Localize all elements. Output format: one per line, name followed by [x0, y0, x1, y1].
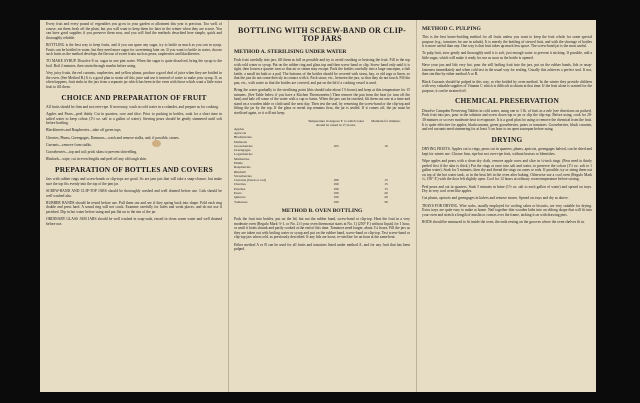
table-cell-temperature: 190 — [333, 199, 339, 204]
drying-paragraph: Peel pears and cut in quarters. Soak 5 minutes in brine (1½ oz. salt to each gallon of water) and spread on trays. Dry in very cool oven like apples. — [422, 184, 592, 194]
drying-paragraph: DRYING FRUITS. Apples cut to rings, pears cut in quarters, plums, apricots, greengages halved, can be dried and kept for winter use. Choose firm, ripe but not over-ripe fruit, without bruises or blemishes. — [422, 147, 592, 156]
leaflet-page — [40, 20, 596, 392]
table-cell-fruit: Currants (black or red) — [234, 178, 266, 183]
method-c-paragraph: To pulp fruit, stew gently and thoroughly until it is soft, just enough water to prevent it sticking. If possible, add a little sugar, which will make it ready for use as soon as the bottle is opened. — [422, 51, 592, 61]
table-cell-minutes: 15 — [384, 182, 388, 187]
fold-line — [228, 20, 229, 392]
column-left — [46, 22, 222, 390]
syrup-paragraph: TO MAKE SYRUP. Dissolve 8 oz. sugar in one pint water. When the sugar is quite dissolved, bring the syrup to the boil. Boil 2 minutes, then strain through muslin before using. — [46, 59, 222, 68]
glass-jars-paragraph: ORDINARY GLASS JAM JARS should be well washed in soap-suds, rinsed in clean warm water and well drained before use. — [46, 217, 222, 226]
table-cell-fruit: Gooseberries — [234, 143, 253, 148]
currants-paragraph: Currants—remove from stalks. — [46, 142, 92, 147]
blackberries-paragraph: Blackberries and Raspberries—take off green tops. — [46, 128, 122, 133]
table-cell-fruit: Blackberries — [234, 135, 252, 140]
rhubarb-paragraph: Rhubarb—wipe, cut in even lengths and peel off any old tough skin. — [46, 157, 147, 162]
table-cell-minutes: 20 — [384, 195, 388, 200]
table-body — [234, 127, 410, 204]
method-b-heading: METHOD B. OVEN BOTTLING — [281, 207, 363, 214]
method-a-heading: METHOD A. STERILISING UNDER WATER — [234, 48, 347, 55]
apples-paragraph: Apples and Pears—peel thinly. Cut in quarters, core and slice. Prior to packing in bottles, soak for a short time in salted water to keep colour (1½ oz. salt to a gallon of water). Stewing pears should be gently simmered until soft before bottling. — [46, 112, 222, 126]
method-c-paragraph: Black Currants should be pulped in this way, or else bottled by oven method. In the winter they provide children with very valuable supplies of Vitamin C which is difficult to obtain at that time. If the fruit alone is wanted for the purpose, it can be strained off. — [422, 79, 592, 93]
table-cell-temperature: 190 — [333, 191, 339, 196]
temperature-table — [234, 119, 410, 204]
table-cell-fruit: Cherries — [234, 182, 246, 187]
method-c-paragraph: Have your jars and lids very hot, pour the still boiling fruit into the jars, put on the rubber bands, lids or snap-fasteners immediately and when cold test in the usual way for sealing. Usually this achieves a perfect seal. If not, then sterilise by either method A or B. — [422, 63, 592, 77]
method-a-paragraph: Pack fruit carefully into jars, fill them as full as possible and try to avoid crushing or bruising the fruit. Fill to the top with cold water or syrup. Put on the rubber ring and glass top and then screw band or clip. Screw band only until it is tight, then loosen a quarter turn so that air or steam may escape. Pack the bottles carefully into a large saucepan, a fish kettle, a small tin bath or a pail. The bottoms of the bottles should be covered with straw, hay, or old rags or linen, so that the jars do not come directly in contact with it. Pack straw, etc., between the jars, so that they do not touch. Fill the pan, etc., with water so that the bottles are covered, and put on the lid if a cooking vessel is used. — [234, 57, 410, 85]
method-c-heading: METHOD C. PULPING — [422, 26, 481, 32]
table-cell-fruit: Apples — [234, 126, 244, 131]
method-a-paragraph: Bring the water gradually to the sterilising point (this should take about 1½ hours) and keep at this temperature for 15 minutes. (See Table below if you have a Kitchen Thermometer.) Then remove the pan from the heat (or turn off the heat) and bale off some of the water with a cup or basin. When the jars can be reached, lift them out one at a time and stand on a wooden table or cloth until the next day. Then test the seal, by removing the screw-band or the clip-top and lifting the jar by the top. If the glass or metal top remains firm, the jar is sealed. If it comes off, the jar must be sterilised again, or it will not keep. — [234, 88, 410, 116]
table-header-minutes: Maintain for minutes. — [371, 118, 401, 123]
chemical-heading: CHEMICAL PRESERVATION — [454, 96, 560, 106]
rods-paragraph: RODS should be measured to fit inside the oven, the ends resting on the grooves where the oven shelves fit in. — [422, 219, 586, 224]
screw-band-paragraph: SCREW-BAND AND CLIP-TOP JARS should be thoroughly washed and well drained before use. Lids should be well washed also. — [46, 189, 222, 198]
drying-heading: DRYING — [491, 134, 523, 144]
drying-paragraph: Cut plums, apricots and greengages in halves and remove stones. Spread on trays and dry as above. — [422, 196, 569, 201]
gooseberries-paragraph: Gooseberries—top and tail; prick skins to prevent shrivelling. — [46, 150, 138, 155]
rubber-bands-paragraph: RUBBER BANDS should be tested before use. Pull them out and see if they spring back into shape. Fold each ring double and press hard. A sound ring will not crack. Examine carefully for holes and weak places, and do not use if perished. Dip in hot water before using and put flat on to the rim of the jar. — [46, 200, 222, 214]
table-header-fruit — [234, 119, 306, 127]
table-cell-temperature: 180 — [333, 178, 339, 183]
table-row — [234, 200, 410, 204]
table-cell-fruit: Greengages — [234, 148, 251, 153]
table-cell-fruit: Pears — [234, 191, 242, 196]
table-cell-fruit: Tomatoes — [234, 199, 248, 204]
trays-paragraph: TRAYS FOR DRYING. Wire racks, usually employed for cooling cakes or biscuits, are very suitable for drying. Extra trays are quite easy to make at home. Nail together thin wooden laths into an oblong shape that will fit into your oven and stretch a length of muslin or canvas over the frame, tacking it on with drawing pins. — [422, 203, 592, 217]
table-cell-fruit: Mulberries — [234, 156, 250, 161]
table-cell-minutes: 30 — [384, 199, 388, 204]
table-cell-fruit: Quinces — [234, 195, 246, 200]
table-cell-temperature: 165 — [333, 143, 339, 148]
preparation-heading: PREPARATION OF BOTTLES AND COVERS — [55, 164, 213, 174]
table-cell-fruit: Rhubarb — [234, 169, 247, 174]
column-right — [422, 22, 592, 390]
table-cell-fruit: Raspberries — [234, 165, 251, 170]
table-cell-minutes: 15 — [384, 186, 388, 191]
table-cell-fruit: Damsons — [234, 139, 248, 144]
method-c-paragraph: This is the best home-bottling method for all fruits unless you want to keep the fruit whole for some special purpose (e.g., tomatoes for use in salads). It is merely the bottling of stewed fruit, and with the shortage of bottles it is more useful than any. One way is that fruit takes up much less space. The screw-band jar is the most useful. — [422, 35, 592, 49]
juice-paragraph: Very juicy fruits, the red currants, raspberries, and yellow plums, produce a good deal of juice when they are bottled in the oven. (See Method B.) It is a good plan to strain off this juice and use it instead of water to make your syrup. If, as often happens, fruit sinks in the jars from a separate jar which has been in the oven with those which want a little extra fruit to fill them. — [46, 71, 222, 89]
chemical-paragraph: Dissolve Campden Preserving Tablets in cold water, using one to 1 lb. of fruit as a rule (see directions on packet). Pack fruit into jars, pour in the solution and screw down top or jar or clip the clip-top. Before using, cook for 20-30 minutes or so over moderate heat to evaporate. It is a good plan for using to remove the chemical from the fruit. It is quite effective for apples, blackcurrants, green gooseberries, pears or tomatoes. Gooseberries, black currants, and red currants need simmering for at least ½ an hour to an open saucepan before using. — [422, 108, 592, 132]
bottling-paragraph: BOTTLING is the best way to keep fruits, and if you can spare any sugar, try to bottle as much as you can in syrup. Fruits can be bottled in water, but they need more sugar for sweetening later on. If you want to bottle in water, choose such fruits as the method develops the flavour of sweet fruits such as pears, raspberries and blackberries. — [46, 42, 222, 57]
table-cell-fruit: Loganberries — [234, 152, 253, 157]
method-b-paragraph: Either method A or B can be used for all fruits and tomatoes listed under method A, and for any fruit that has been pulped. — [234, 242, 410, 252]
table-header — [234, 119, 410, 127]
table-cell-fruit: Strawberries — [234, 173, 252, 178]
table-cell-temperature: 190 — [333, 182, 339, 187]
cherries-paragraph: Cherries, Plums, Greengages, Damsons—wash and remove stalks, and, if possible, stones. — [46, 135, 180, 140]
table-cell-fruit: Peaches — [234, 186, 246, 191]
choice-heading: CHOICE AND PREPARATION OF FRUIT — [61, 92, 207, 102]
table-cell-minutes: 10 — [384, 143, 388, 148]
fold-line — [416, 20, 417, 392]
choice-paragraph: All fruits should be firm and not over-ripe. If necessary, wash in cold water in a colander, and prepare as for cooking. — [46, 104, 219, 109]
intro-paragraph: Every fruit and every pound of vegetables you grow in your garden or allotment this year is precious. Too well, of course, eat them fresh off the plant, but you will want to keep them for later in the winter when they are scarce. You can have good supplies if you preserve them now, and you will find the methods described here simple, quick and thoroughly reliable. — [46, 22, 222, 40]
method-b-paragraph: Pack the fruit into bottles, put on the lid, but not the rubber band, screw-band or clip-top. Heat the fruit in a very moderate oven (Regulo Mark ½-1, or No. 2 if your oven thermostat starts at No. 1) (250° F.) without liquid, for 1 hour, or until it looks shrunk and partly cooked at the end of this time. Tomatoes need longer, about 1¼ hours. Fill the jars as they are taken out with boiling water or syrup and put on the rubber band, screw-band or clip-top. Test screw-band or clip-top jars when cold, as previously described. If any lids are loose, re-sterilise for an hour at the same heat. — [234, 217, 410, 240]
table-cell-minutes: 15 — [384, 178, 388, 183]
main-title: BOTTLING WITH SCREW-BAND OR CLIP-TOP JARS — [238, 26, 406, 44]
table-header-temperature: Temperature in degrees F. to which water should be raised in 1½ hours. — [307, 118, 365, 127]
column-middle — [234, 22, 410, 390]
table-cell-temperature: 190 — [333, 186, 339, 191]
table-cell-fruit: Plums — [234, 161, 243, 165]
table-cell-minutes: 20 — [384, 191, 388, 196]
preparation-paragraph: Jars with rubber rings and screw-bands or clip-tops are good. So are jam jars that will take a snap-closure, but make sure the top fits evenly into the top of the jam jar. — [46, 177, 222, 186]
table-cell-temperature: 190 — [333, 195, 339, 200]
drying-paragraph: Wipe apples and pears with a clean dry cloth, remove apple cores and slice in ¼-inch rings. (Pear need to thinly peeled first if the skin is thick.) Put the rings at once into salt and water, to preserve the colour (1½ oz. salt to 1 gallon water). Soak for 5 minutes, then dry and thread the rings on canes or rods. If possible, try or string them out on top of the hot water tank, or in the heat left in the oven after baking. Otherwise use a cool oven (Regulo Mark ¼, 150° F.) with the door left slightly open. Cool for 12 hours at ordinary room temperature before storing. — [422, 158, 592, 182]
table-cell-fruit: Apricots — [234, 130, 247, 135]
